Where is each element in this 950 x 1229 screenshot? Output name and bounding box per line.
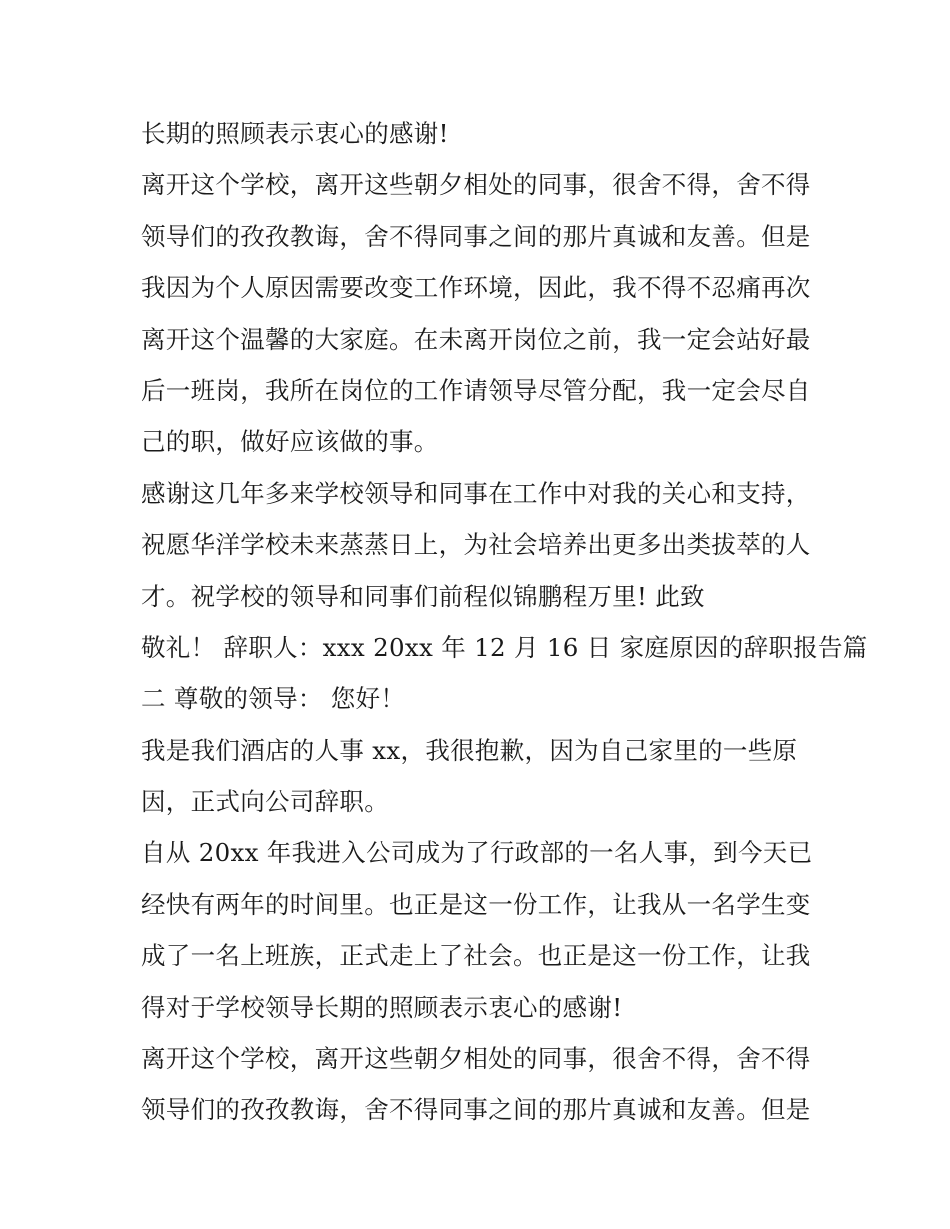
text-line: 得对于学校领导长期的照顾表示衷心的感谢! [141,992,623,1022]
text-line: 二 尊敬的领导： 您好！ [141,684,406,714]
text-line: 离开这个学校，离开这些朝夕相处的同事，很舍不得，舍不得 [141,1044,811,1074]
text-line: 自从 20xx 年我进入公司成为了行政部的一名人事，到今天已 [141,838,813,868]
text-line: 经快有两年的时间里。也正是这一份工作，让我从一名学生变 [141,889,811,919]
text-line: 我是我们酒店的人事 xx，我很抱歉，因为自己家里的一些原 [141,735,798,765]
text-line: 成了一名上班族，正式走上了社会。也正是这一份工作，让我 [141,941,811,971]
text-line: 领导们的孜孜教诲，舍不得同事之间的那片真诚和友善。但是 [141,221,811,251]
text-line: 祝愿华洋学校未来蒸蒸日上，为社会培养出更多出类拔萃的人 [141,530,811,560]
text-line: 才。祝学校的领导和同事们前程似锦鹏程万里! 此致 [141,581,705,611]
text-line: 因，正式向公司辞职。 [141,787,389,817]
text-line: 我因为个人原因需要改变工作环境，因此，我不得不忍痛再次 [141,273,811,303]
document-body [141,108,868,1136]
text-line: 感谢这几年多来学校领导和同事在工作中对我的关心和支持， [141,478,811,508]
text-line: 敬礼！ 辞职人：xxx 20xx 年 12 月 16 日 家庭原因的辞职报告篇 [141,632,868,662]
text-line: 离开这个学校，离开这些朝夕相处的同事，很舍不得，舍不得 [141,170,811,200]
text-line: 后一班岗，我所在岗位的工作请领导尽管分配，我一定会尽自 [141,375,811,405]
text-line: 领导们的孜孜教诲，舍不得同事之间的那片真诚和友善。但是 [141,1095,811,1125]
text-line: 己的职，做好应该做的事。 [141,427,439,457]
text-line: 离开这个温馨的大家庭。在未离开岗位之前，我一定会站好最 [141,324,811,354]
text-line: 长期的照顾表示衷心的感谢! [141,119,449,148]
